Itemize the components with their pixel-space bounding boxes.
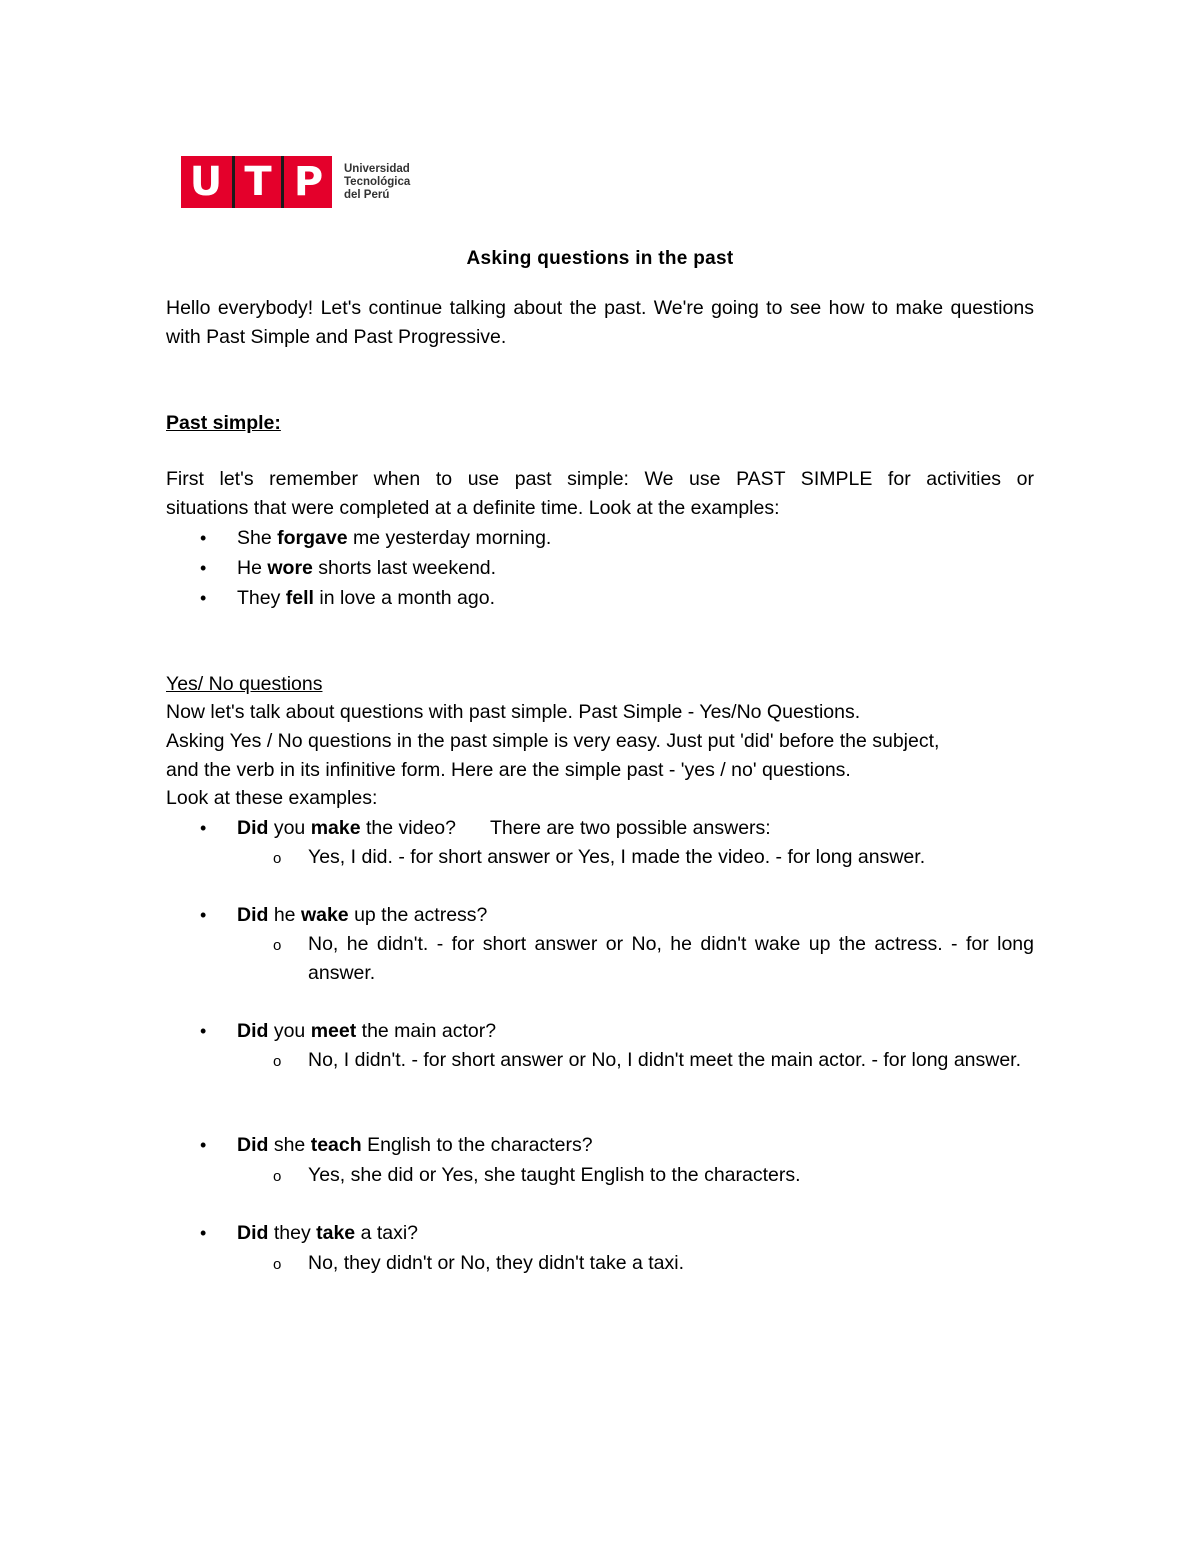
example-post: me yesterday morning. [347,527,552,549]
answer-text: Yes, I did. - for short answer or Yes, I made the video. - for long answer. [308,846,926,868]
logo-divider [281,156,284,208]
bullet-icon: • [200,1021,207,1041]
question-rest: up the actress? [348,904,488,926]
document-title: Asking questions in the past [466,248,734,269]
answer-text: No, they didn't or No, they didn't take a taxi. [308,1252,684,1274]
question-text [237,814,771,843]
example-pre: They [237,587,286,609]
question-subject: they [268,1222,317,1244]
logo-letter-t: T [244,159,272,205]
logo-line-3: del Perú [344,188,390,201]
answer-item [273,1046,1034,1075]
bullet-icon: • [200,1135,207,1155]
did-word: Did [237,1134,269,1156]
utp-logo [181,156,410,208]
yes-no-line-1: Now let's talk about questions with past simple. Past Simple - Yes/No Questions. [166,701,861,723]
section-heading-yes-no [166,670,1034,699]
question-verb: make [310,817,361,839]
section-heading-past-simple [166,409,1034,438]
bullet-icon: • [200,818,207,838]
did-word: Did [237,1222,269,1244]
question-subject: you [268,1020,311,1042]
question-verb: wake [300,904,349,926]
yes-no-line-4: Look at these examples: [166,787,378,809]
logo-letters-box [181,156,332,208]
answer-item [273,1249,1034,1278]
sub-bullet-icon: o [273,937,282,954]
past-simple-para-line-1: First let's remember when to use past simple: We use PAST SIMPLE for activities or [166,468,1034,490]
did-word: Did [237,904,269,926]
sub-bullet-icon: o [273,1168,282,1185]
bullet-icon: • [200,588,207,608]
past-simple-para-line-2: situations that were completed at a definite time. Look at the examples: [166,497,780,519]
bullet-icon: • [200,1223,207,1243]
example-verb: fell [285,587,314,609]
past-simple-heading-text: Past simple: [166,412,281,434]
question-rest: English to the characters? [361,1134,593,1156]
question-verb: meet [310,1020,357,1042]
did-word: Did [237,817,269,839]
example-verb: forgave [277,527,348,549]
example-pre: She [237,527,278,549]
yes-no-line-2: Asking Yes / No questions in the past simple is very easy. Just put 'did' before the subject, [166,730,940,752]
logo-line-1: Universidad [344,162,410,175]
answer-text: Yes, she did or Yes, she taught English to the characters. [308,1164,801,1186]
logo-line-2: Tecnológica [344,175,411,188]
yes-no-heading-text: Yes/ No questions [166,673,323,695]
bullet-icon: • [200,905,207,925]
sub-bullet-icon: o [273,850,282,867]
logo-letter-p: P [293,159,324,205]
question-text [237,1017,496,1046]
example-pre: He [237,557,268,579]
question-rest: the video? [360,817,456,839]
did-word: Did [237,1020,269,1042]
intro-paragraph: Hello everybody! Let's continue talking about the past. We're going to see how to make questions with Past Simple and Past Progressive. [166,297,1034,348]
question-subject: she [268,1134,311,1156]
example-post: in love a month ago. [313,587,496,609]
question-text [237,1131,593,1160]
example-text [237,554,496,583]
sub-bullet-icon: o [273,1256,282,1273]
bullet-icon: • [200,528,207,548]
bullet-icon: • [200,558,207,578]
question-rest: the main actor? [356,1020,497,1042]
question-subject: he [268,904,301,926]
logo-divider [232,156,235,208]
question-note: There are two possible answers: [489,817,771,839]
example-text [237,584,495,613]
sub-bullet-icon: o [273,1053,282,1070]
question-rest: a taxi? [355,1222,419,1244]
answer-text: No, he didn't. - for short answer or No, he didn't wake up the actress. - for long answer. [308,933,1034,984]
question-verb: teach [310,1134,362,1156]
example-post: shorts last weekend. [312,557,497,579]
yes-no-line-3: and the verb in its infinitive form. Here are the simple past - 'yes / no' questions. [166,759,851,781]
answer-item [273,843,1034,872]
question-verb: take [316,1222,356,1244]
answer-item [273,930,1034,988]
question-subject: you [268,817,311,839]
answer-item [273,1161,1034,1190]
example-text [237,524,551,553]
question-text [237,901,487,930]
answer-text: No, I didn't. - for short answer or No, I didn't meet the main actor. - for long answer. [308,1049,1022,1071]
logo-letter-u: U [189,159,223,205]
example-verb: wore [267,557,313,579]
logo-wordmark [344,163,410,202]
question-text [237,1219,418,1248]
